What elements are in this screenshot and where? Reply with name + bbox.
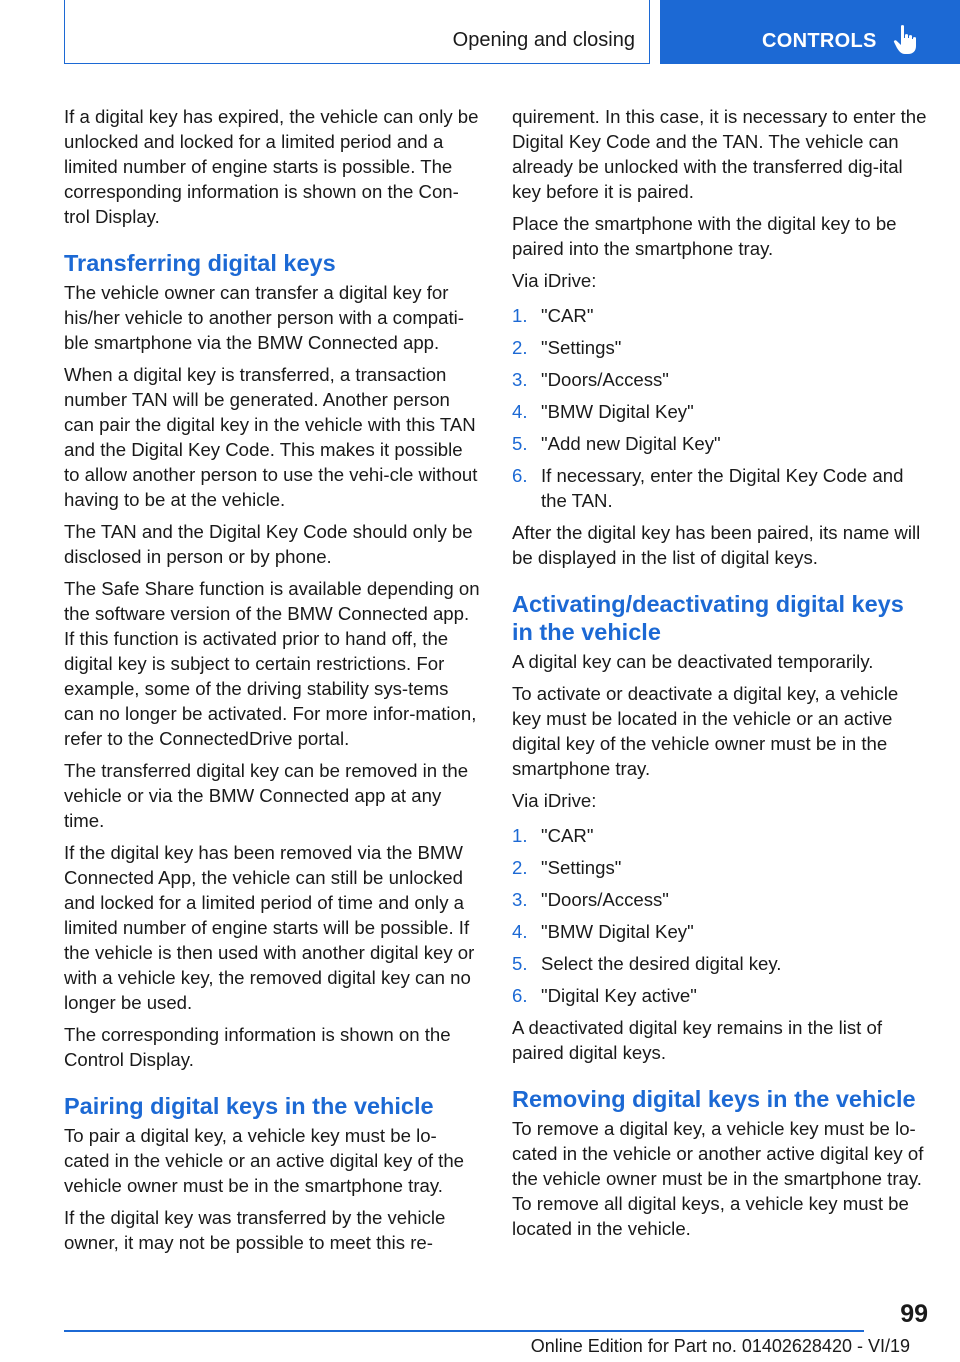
paragraph: To activate or deactivate a digital key, a vehicle key must be located in the vehicle or an active digital key of the vehicle owner must be in the smartphone tray. [512,683,899,779]
step-text: If necessary, enter the Digital Key Code and the TAN. [541,465,904,511]
list-item [512,983,930,1008]
paragraph: quirement. In this case, it is necessary to enter the Digital Key Code and the TAN. The vehicle can already be unlocked with the transferred dig‐ital key before it is paired. [512,106,927,202]
list-item [512,887,930,912]
header-section-box [64,0,650,64]
list-item [512,303,930,328]
step-text: "Settings" [541,337,622,358]
edition-note: Online Edition for Part no. 01402628420 - VI/19 [530,1336,910,1356]
heading-activating-digital-keys: Activating/deactivating digital keys in the vehicle [512,591,904,645]
step-text: "Digital Key active" [541,985,697,1006]
list-item [512,463,930,513]
paragraph: The vehicle owner can transfer a digital key for his/her vehicle to another person with a compati‐ble smartphone via the BMW Connected app. [64,282,464,353]
step-text: "CAR" [541,825,594,846]
paragraph: When a digital key is transferred, a transaction number TAN will be generated. Another person can pair the digital key in the vehicle with this TAN and the Digital Key Code. This makes it possible to allow another person to use the vehi‐cle without having to be at the vehicle. [64,364,478,510]
step-number: 3. [512,369,528,390]
step-number: 3. [512,889,528,910]
paragraph: Via iDrive: [512,270,597,291]
paragraph: The Safe Share function is available depending on the software version of the BMW Connected app. If this function is activated prior to hand off, the digital key is subject to certain restrictions. For example, some of the driving stability sys‐tems can no longer be activated. For more infor‐mation, refer to the ConnectedDrive portal. [64,578,480,749]
paragraph: A digital key can be deactivated temporarily. [512,651,874,672]
paragraph: If the digital key was transferred by the vehicle owner, it may not be possible to meet this re‐ [64,1207,446,1253]
paragraph: If the digital key has been removed via the BMW Connected App, the vehicle can still be unlocked and locked for a limited period of time and only a limited number of engine starts will be possible. If the vehicle is then used with another digital key or with a vehicle key, the removed digital key can no longer be used. [64,842,475,1013]
step-text: "Doors/Access" [541,889,669,910]
idrive-steps-pairing [512,303,930,513]
paragraph: To pair a digital key, a vehicle key must be lo‐cated in the vehicle or an active digital key of the vehicle owner must be in the smartphone tray. [64,1125,465,1196]
list-item [512,951,930,976]
list-item [512,335,930,360]
step-number: 5. [512,953,528,974]
heading-removing-digital-keys: Removing digital keys in the vehicle [512,1086,916,1112]
list-item [512,367,930,392]
page-number: 99 [900,1300,928,1328]
paragraph: After the digital key has been paired, its name will be displayed in the list of digital keys. [512,522,921,568]
step-text: "Settings" [541,857,622,878]
paragraph: To remove a digital key, a vehicle key must be lo‐cated in the vehicle or another active digital key of the vehicle owner must be in the smartphone tray. To remove all digital keys, a vehicle key must be located in the vehicle. [512,1118,924,1239]
list-item [512,399,930,424]
footer-divider [64,1330,864,1332]
hand-pointer-icon [892,24,920,56]
step-number: 5. [512,433,528,454]
step-number: 6. [512,985,528,1006]
step-text: "BMW Digital Key" [541,401,694,422]
paragraph: If a digital key has expired, the vehicle can only be unlocked and locked for a limited period and a limited number of engine starts is possible. The corresponding information is shown on the Con‐trol Display. [64,106,479,227]
step-number: 6. [512,465,528,486]
paragraph: Via iDrive: [512,790,597,811]
idrive-steps-activation [512,823,930,1008]
section-title: Opening and closing [452,29,635,51]
step-text: "Add new Digital Key" [541,433,721,454]
chapter-title: CONTROLS [762,30,877,52]
heading-transferring-digital-keys: Transferring digital keys [64,250,336,276]
step-number: 1. [512,305,528,326]
paragraph: Place the smartphone with the digital key to be paired into the smartphone tray. [512,213,897,259]
step-number: 4. [512,921,528,942]
list-item [512,823,930,848]
list-item [512,919,930,944]
paragraph: A deactivated digital key remains in the list of paired digital keys. [512,1017,883,1063]
step-text: "CAR" [541,305,594,326]
heading-pairing-digital-keys: Pairing digital keys in the vehicle [64,1093,434,1119]
step-text: "Doors/Access" [541,369,669,390]
step-number: 2. [512,337,528,358]
paragraph: The TAN and the Digital Key Code should only be disclosed in person or by phone. [64,521,473,567]
left-column [64,104,482,1262]
list-item [512,431,930,456]
list-item [512,855,930,880]
header-chapter-tab[interactable] [660,0,960,64]
step-number: 4. [512,401,528,422]
right-column [512,104,930,1248]
step-text: "BMW Digital Key" [541,921,694,942]
paragraph: The corresponding information is shown on the Control Display. [64,1024,451,1070]
step-number: 1. [512,825,528,846]
step-number: 2. [512,857,528,878]
step-text: Select the desired digital key. [541,953,782,974]
paragraph: The transferred digital key can be removed in the vehicle or via the BMW Connected app at any time. [64,760,469,831]
